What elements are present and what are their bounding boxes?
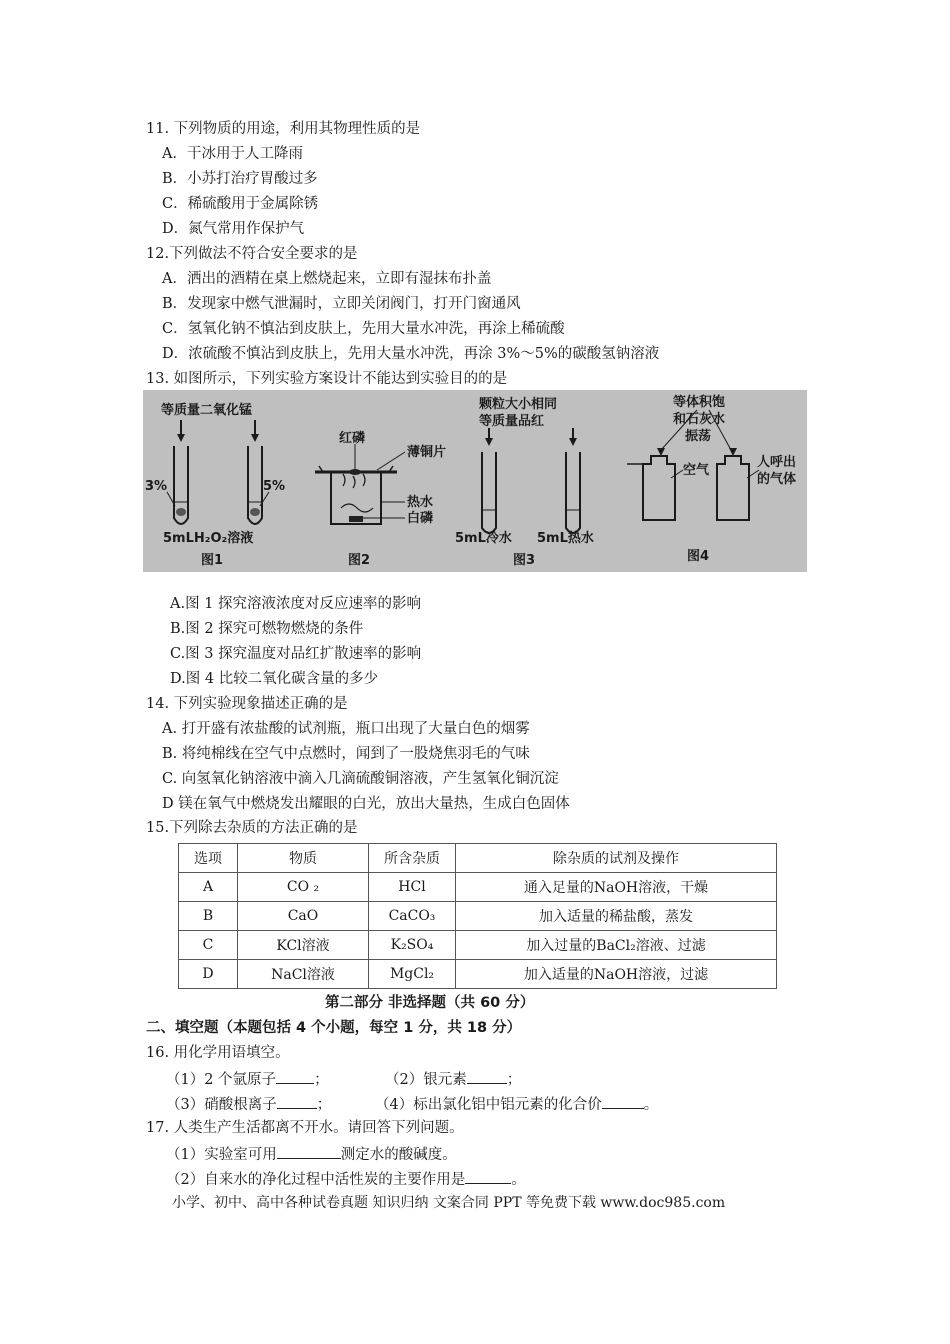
- table-row: [179, 873, 777, 902]
- q17-item-1-text-end: 测定水的酸碱度。: [340, 1147, 457, 1163]
- fig2-hot-water: 热水: [407, 495, 434, 510]
- header-impurity: 所含杂质: [369, 844, 456, 873]
- experiment-figure: [143, 390, 807, 572]
- q13-option-c: C.图 3 探究温度对品红扩散速率的影响: [170, 646, 422, 662]
- q13-option-b: B.图 2 探究可燃物燃烧的条件: [170, 621, 364, 637]
- fig1-title: 等质量二氧化锰: [161, 403, 253, 418]
- fig4-title-line1: 等体积饱: [673, 395, 726, 410]
- fig3-hot-water: 5mL热水: [537, 531, 594, 546]
- table-row: [179, 931, 777, 960]
- cell-substance: KCl溶液: [238, 931, 369, 960]
- q13-option-a: A.图 1 探究溶液浓度对反应速率的影响: [170, 596, 422, 612]
- cell-substance: CO ₂: [238, 873, 369, 902]
- q12-option-a: A．洒出的酒精在桌上燃烧起来，立即有湿抹布扑盖: [162, 271, 492, 287]
- q14-option-b: B. 将纯棉线在空气中点燃时，闻到了一股烧焦羽毛的气味: [162, 746, 530, 762]
- answer-blank[interactable]: [277, 1143, 341, 1159]
- fig1-solution-label: 5mLH₂O₂溶液: [163, 531, 254, 546]
- q15-stem: 15.下列除去杂质的方法正确的是: [146, 820, 358, 836]
- fig4-air-label: 空气: [683, 463, 710, 478]
- fig4-breath-line1: 人呼出: [757, 455, 797, 470]
- q11-stem: 11. 下列物质的用途，利用其物理性质的是: [146, 121, 421, 137]
- q14-stem: 14. 下列实验现象描述正确的是: [146, 696, 348, 712]
- fig2-copper-label: 薄铜片: [407, 445, 447, 460]
- section-two-title: 二、填空题（本题包括 4 个小题，每空 1 分，共 18 分）: [146, 1020, 522, 1036]
- q14-option-c: C. 向氢氧化钠溶液中滴入几滴硫酸铜溶液，产生氢氧化铜沉淀: [162, 771, 559, 787]
- q11-option-c: C．稀硫酸用于金属除锈: [162, 196, 319, 212]
- fig3-title-line2: 等质量品红: [479, 414, 545, 429]
- q13-option-d: D.图 4 比较二氧化碳含量的多少: [170, 671, 379, 687]
- cell-method: 加入适量的稀盐酸，蒸发: [456, 902, 777, 931]
- q16-item-3: [166, 1093, 331, 1115]
- cell-option: C: [179, 931, 238, 960]
- q16-item-4: [375, 1093, 658, 1115]
- impurity-table: [178, 843, 777, 989]
- q17-item-1-text: （1）实验室可用: [166, 1147, 277, 1163]
- footer-note: 小学、初中、高中各种试卷真题 知识归纳 文案合同 PPT 等免费下载 www.doc985.com: [172, 1195, 726, 1211]
- q16-item-1-semicolon: ；: [314, 1072, 329, 1088]
- q17-item-1: [166, 1143, 457, 1165]
- header-option: 选项: [179, 844, 238, 873]
- q11-option-d: D．氮气常用作保护气: [162, 221, 305, 237]
- header-method: 除杂质的试剂及操作: [456, 844, 777, 873]
- q17-item-2-text: （2）自来水的净化过程中活性炭的主要作用是: [166, 1172, 466, 1188]
- q14-option-d: D 镁在氧气中燃烧发出耀眼的白光，放出大量热，生成白色固体: [162, 796, 570, 812]
- fig3-cold-water: 5mL冷水: [455, 531, 512, 546]
- cell-impurity: CaCO₃: [369, 902, 456, 931]
- q16-item-4-text: （4）标出氯化铝中铝元素的化合价: [375, 1097, 602, 1113]
- q11-option-a: A．干冰用于人工降雨: [162, 146, 303, 162]
- q16-item-2: [385, 1068, 521, 1090]
- q16-item-2-text: （2）银元素: [385, 1072, 467, 1088]
- part-two-title: 第二部分 非选择题（共 60 分）: [325, 995, 535, 1011]
- q16-item-4-period: 。: [643, 1097, 659, 1113]
- q16-item-3-semicolon: ；: [316, 1097, 332, 1113]
- fig4-breath-line2: 的气体: [757, 472, 797, 487]
- q12-option-b: B．发现家中燃气泄漏时，立即关闭阀门，打开门窗通风: [162, 296, 521, 312]
- table-row: [179, 960, 777, 989]
- answer-blank[interactable]: [467, 1068, 507, 1084]
- fig2-caption: 图2: [348, 553, 371, 568]
- fig1-caption: 图1: [201, 553, 224, 568]
- answer-blank[interactable]: [277, 1093, 317, 1109]
- fig3-caption: 图3: [513, 553, 536, 568]
- q16-item-2-semicolon: ；: [506, 1072, 522, 1088]
- q14-option-a: A. 打开盛有浓盐酸的试剂瓶，瓶口出现了大量白色的烟雾: [162, 721, 530, 737]
- q17-item-2: [166, 1168, 526, 1190]
- fig1-left-label: 3%: [145, 479, 168, 494]
- fig2-red-phosphorus: 红磷: [339, 431, 366, 446]
- fig3-title-line1: 颗粒大小相同: [479, 397, 558, 412]
- cell-method: 加入过量的BaCl₂溶液、过滤: [456, 931, 777, 960]
- fig4-shake-label: 振荡: [685, 429, 712, 444]
- q16-item-1-text: （1）2 个氩原子: [166, 1072, 277, 1088]
- cell-method: 通入足量的NaOH溶液，干燥: [456, 873, 777, 902]
- q16-item-1: [166, 1068, 329, 1090]
- q12-stem: 12.下列做法不符合安全要求的是: [146, 246, 358, 262]
- q17-stem: 17. 人类生产生活都离不开水。请回答下列问题。: [146, 1120, 464, 1136]
- fig4-title-line2: 和石灰水: [673, 412, 726, 427]
- table-row: [179, 902, 777, 931]
- cell-substance: CaO: [238, 902, 369, 931]
- fig2-white-phosphorus: 白磷: [407, 511, 434, 526]
- q12-option-c: C．氢氧化钠不慎沾到皮肤上，先用大量水冲洗，再涂上稀硫酸: [162, 321, 565, 337]
- q11-option-b: B．小苏打治疗胃酸过多: [162, 171, 318, 187]
- cell-substance: NaCl溶液: [238, 960, 369, 989]
- q17-item-2-period: 。: [511, 1172, 526, 1188]
- q13-stem: 13. 如图所示，下列实验方案设计不能达到实验目的的是: [146, 371, 508, 387]
- q12-option-d: D．浓硫酸不慎沾到皮肤上，先用大量水冲洗，再涂 3%～5%的碳酸氢钠溶液: [162, 346, 660, 362]
- q16-stem: 16. 用化学用语填空。: [146, 1045, 290, 1061]
- cell-option: B: [179, 902, 238, 931]
- answer-blank[interactable]: [602, 1093, 644, 1109]
- answer-blank[interactable]: [276, 1068, 314, 1084]
- table-header-row: [179, 844, 777, 873]
- fig4-caption: 图4: [687, 549, 710, 564]
- cell-impurity: K₂SO₄: [369, 931, 456, 960]
- fig1-right-label: 5%: [263, 479, 286, 494]
- header-substance: 物质: [238, 844, 369, 873]
- cell-option: A: [179, 873, 238, 902]
- cell-impurity: MgCl₂: [369, 960, 456, 989]
- cell-method: 加入适量的NaOH溶液，过滤: [456, 960, 777, 989]
- q16-item-3-text: （3）硝酸根离子: [166, 1097, 277, 1113]
- cell-option: D: [179, 960, 238, 989]
- cell-impurity: HCl: [369, 873, 456, 902]
- answer-blank[interactable]: [465, 1168, 511, 1184]
